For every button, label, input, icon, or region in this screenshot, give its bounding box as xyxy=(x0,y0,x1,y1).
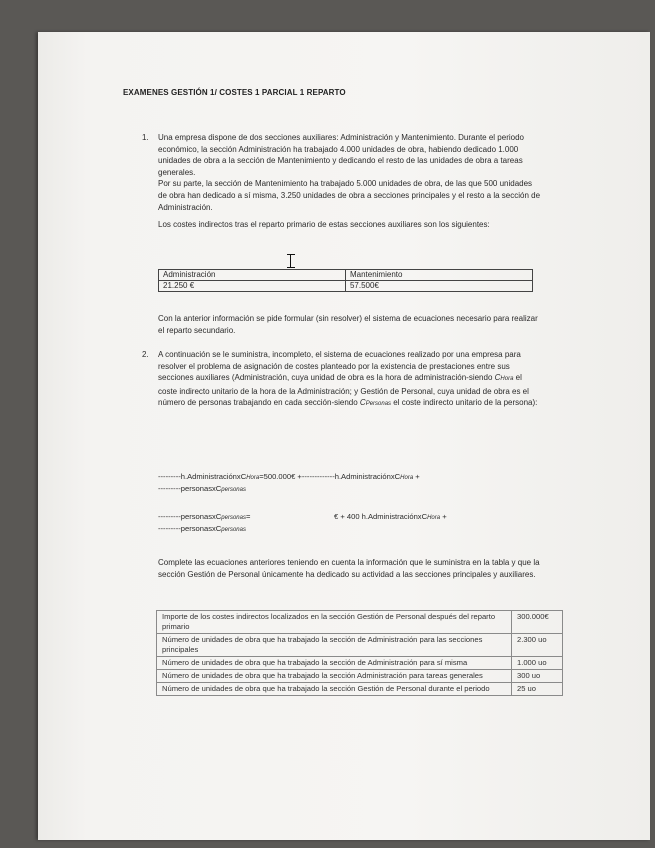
table-row xyxy=(157,611,563,634)
question-2-number: 2. xyxy=(142,350,149,359)
table-cell-value: 300 uo xyxy=(512,670,563,683)
table-cell-label: Número de unidades de obra que ha trabajado la sección Administración para tareas generales xyxy=(157,670,512,683)
table-cell-value: 2.300 uo xyxy=(512,634,563,657)
q1-paragraph-c: Los costes indirectos tras el reparto primario de estas secciones auxiliares son los siguientes: xyxy=(158,220,490,230)
c-hora-symbol: C xyxy=(494,373,501,383)
eq2-plus: + xyxy=(440,512,447,521)
q2-complete-text: Complete las ecuaciones anteriores teniendo en cuenta la información que le suministra en la tabla y que la sección Gestión de Personal únicamente ha dedicado su actividad a las secciones principales y auxiliares. xyxy=(158,558,540,579)
q2-intro-text xyxy=(158,349,540,411)
q1-paragraph-a: Una empresa dispone de dos secciones auxiliares: Administración y Mantenimiento. Durante el periodo económico, la sección Administración ha trabajado 4.000 unidades de obra, habiendo dedicado 1.000 unidades de obra a la sección de Mantenimiento y dedicando el resto de las unidades de obra a tareas generales. xyxy=(158,133,524,177)
table-cell-value: 1.000 uo xyxy=(512,657,563,670)
c-personas-subscript: Personas xyxy=(365,401,392,408)
table-cell-mantenimiento: 57.500€ xyxy=(345,281,532,292)
q2-intro-part-2: el coste indirecto unitario de la hora de la Administración; y Gestión de Personal, cuya unidad de obra es el número de personas trabajando en cada sección-siendo xyxy=(158,373,529,408)
table-cell-administracion: 21.250 € xyxy=(159,281,346,292)
eq1-left: ---------h.AdministraciónxC xyxy=(158,472,247,481)
q1-paragraph-d xyxy=(158,313,540,336)
table-header-administracion: Administración xyxy=(159,270,346,281)
table-cell-label: Número de unidades de obra que ha trabajado la sección de Administración para las secciones principales xyxy=(157,634,512,657)
eq1-right: =500.000€ +-------------h.AdministraciónxC xyxy=(259,472,401,481)
q2-complete-instructions xyxy=(158,557,540,580)
equation-2-line-2 xyxy=(158,524,246,533)
eq1-line2-sub: personas xyxy=(221,487,246,493)
equation-1-line-1 xyxy=(158,472,420,481)
eq2-line2-text: ---------personasxC xyxy=(158,524,222,533)
table-header-mantenimiento: Mantenimiento xyxy=(345,270,532,281)
table-row xyxy=(159,281,533,292)
eq2-right-text: € + 400 h.AdministraciónxC xyxy=(334,512,428,521)
eq2-left-text: ---------personasxC xyxy=(158,512,222,521)
eq1-left-sub: Hora xyxy=(246,475,260,481)
text-cursor-icon xyxy=(286,254,296,268)
table-row xyxy=(159,270,533,281)
q1-paragraph-b: Por su parte, la sección de Mantenimiento ha trabajado 5.000 unidades de obra, de las que 500 unidades de obra han dedicado a sí misma, 3.250 unidades de obra a secciones principales y el resto a la sección de Administración. xyxy=(158,179,541,212)
table-row xyxy=(157,683,563,696)
c-personas-symbol: C xyxy=(359,398,366,408)
c-hora-subscript: Hora xyxy=(500,376,514,383)
table-row xyxy=(157,634,563,657)
eq1-plus: + xyxy=(413,472,420,481)
equation-2-right xyxy=(334,512,447,521)
eq1-line2-text: ---------personasxC xyxy=(158,484,222,493)
table-cell-label: Importe de los costes indirectos localizados en la sección Gestión de Personal después del reparto primario xyxy=(157,611,512,634)
q1-cost-table xyxy=(158,269,533,292)
q2-intro-part-3: el coste indirecto unitario de la persona): xyxy=(391,398,538,408)
page-title: EXAMENES GESTIÓN 1/ COSTES 1 PARCIAL 1 REPARTO xyxy=(123,88,346,97)
eq2-equals: = xyxy=(245,512,251,521)
eq2-line2-sub: personas xyxy=(221,527,246,533)
q2-intro-part-1: A continuación se le suministra, incompleto, el sistema de ecuaciones realizado por una empresa para resolver el problema de asignación de costes planteado por la existencia de prestaciones entre sus secciones auxiliares (Administración, cuya unidad de obra es la hora de administración-siendo xyxy=(158,350,521,383)
paper-page xyxy=(38,32,650,840)
table-cell-value: 300.000€ xyxy=(512,611,563,634)
question-2-intro xyxy=(158,349,540,411)
question-1-number: 1. xyxy=(142,133,149,142)
q2-data-table xyxy=(156,610,563,696)
equation-1-line-2 xyxy=(158,484,246,493)
eq2-right-sub: Hora xyxy=(427,515,441,521)
table-row xyxy=(157,657,563,670)
table-cell-label: Número de unidades de obra que ha trabajado la sección de Administración para sí misma xyxy=(157,657,512,670)
q1-paragraph-d-text: Con la anterior información se pide formular (sin resolver) el sistema de ecuaciones necesario para realizar el reparto secundario. xyxy=(158,314,538,335)
table-cell-label: Número de unidades de obra que ha trabajado la sección Gestión de Personal durante el periodo xyxy=(157,683,512,696)
equation-2-left xyxy=(158,512,250,521)
table-cell-value: 25 uo xyxy=(512,683,563,696)
table-row xyxy=(157,670,563,683)
question-1-block xyxy=(158,132,540,231)
eq1-right-sub: Hora xyxy=(400,475,414,481)
eq2-left-sub: personas xyxy=(221,515,246,521)
